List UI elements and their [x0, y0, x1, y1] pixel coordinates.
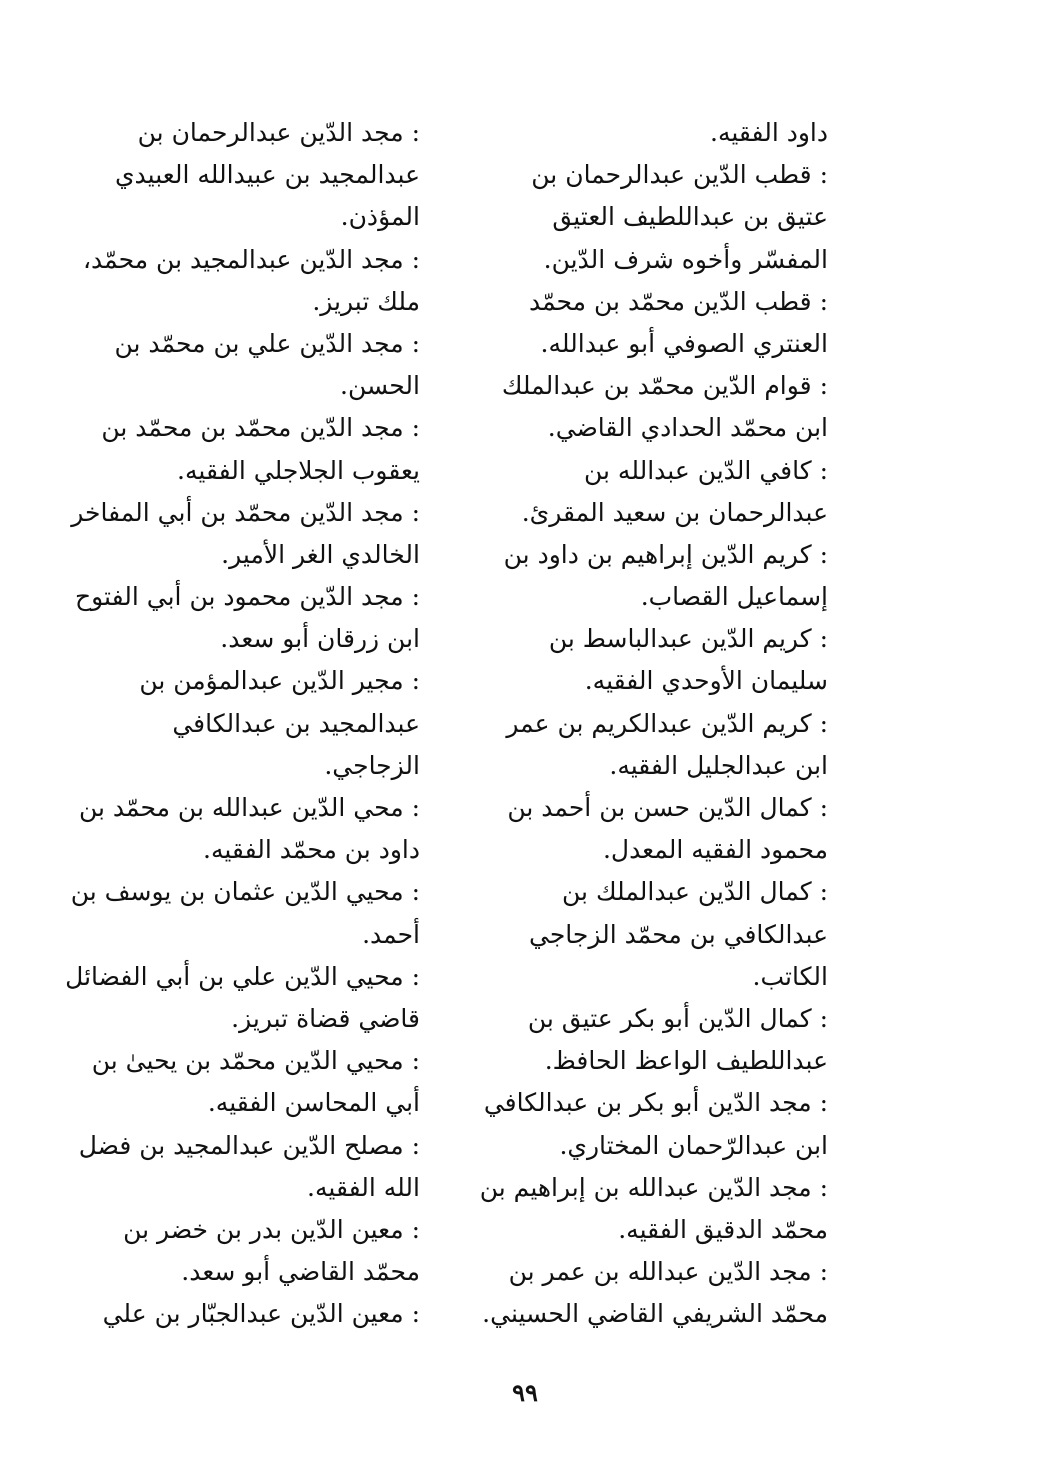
text-line: : كريم الدّين إبراهيم بن داود بن	[503, 539, 828, 569]
text-line: عبدالكافي بن محمّد الزجاجي	[528, 919, 828, 949]
text-line: : كمال الدّين عبدالملك بن	[562, 877, 828, 907]
text-line: عبدالرحمان بن سعيد المقرئ.	[521, 497, 828, 527]
text-line: عبدالمجيد بن عبدالكافي	[172, 708, 420, 738]
text-line: داود الفقيه.	[710, 118, 828, 147]
text-line: محمّد الشريفي القاضي الحسيني.	[482, 1299, 828, 1329]
text-line: : كافي الدّين عبدالله بن	[583, 455, 828, 485]
text-line: : محيي الدّين محمّد بن يحيىٰ بن	[91, 1046, 420, 1076]
text-line: الزجاجي.	[324, 750, 420, 780]
text-line: : مجد الدّين علي بن محمّد بن	[114, 328, 420, 358]
text-line: الله الفقيه.	[307, 1172, 420, 1202]
text-line: : مجد الدّين محمود بن أبي الفتوح	[75, 582, 420, 612]
text-line: : معين الدّين بدر بن خضر بن	[123, 1214, 420, 1244]
text-line: : مجد الدّين عبدالمجيد بن محمّد،	[82, 244, 420, 274]
text-line: عبداللطيف الواعظ الحافظ.	[544, 1046, 828, 1076]
text-line: ابن عبدالجليل الفقيه.	[609, 750, 828, 780]
text-line: : كمال الدّين حسن بن أحمد بن	[507, 793, 828, 822]
right-text-column	[479, 112, 828, 1335]
text-line: سليمان الأوحدي الفقيه.	[584, 666, 828, 696]
text-line: الكاتب.	[752, 961, 828, 991]
text-line: : مصلح الدّين عبدالمجيد بن فضل	[78, 1130, 420, 1160]
text-line: : كريم الدّين عبدالباسط بن	[548, 624, 828, 654]
text-line: : مجد الدّين عبدالله بن عمر بن	[508, 1257, 828, 1287]
text-line: محمّد الدقيق الفقيه.	[618, 1214, 828, 1244]
text-line: ابن زرقان أبو سعد.	[220, 624, 420, 654]
text-line: محمّد القاضي أبو سعد.	[181, 1257, 420, 1287]
text-line: : مجد الدّين عبدالرحمان بن	[137, 118, 420, 147]
page-number: ٩٩	[512, 1378, 538, 1407]
text-line: : كريم الدّين عبدالكريم بن عمر	[506, 708, 828, 738]
text-line: ملك تبريز.	[312, 286, 420, 316]
text-line: : مجد الدّين محمّد بن محمّد بن	[101, 413, 420, 443]
text-line: ابن محمّد الحدادي القاضي.	[547, 413, 828, 443]
text-line: : مجد الدّين عبدالله بن إبراهيم بن	[479, 1172, 828, 1202]
text-line: : كمال الدّين أبو بكر عتيق بن	[527, 1003, 828, 1033]
text-line: إسماعيل القصاب.	[640, 582, 828, 612]
text-line: العنتري الصوفي أبو عبدالله.	[540, 328, 828, 358]
text-line: : مجد الدّين محمّد بن أبي المفاخر	[71, 497, 420, 527]
text-line: أبي المحاسن الفقيه.	[207, 1088, 420, 1118]
text-line: عبدالمجيد بن عبيدالله العبيدي	[114, 160, 420, 190]
text-line: عتيق بن عبداللطيف العتيق	[552, 202, 828, 232]
text-line: المفسّر وأخوه شرف الدّين.	[543, 244, 828, 274]
text-line: الحسن.	[340, 371, 420, 401]
text-line: أحمد.	[362, 919, 420, 949]
text-line: : مجد الدّين أبو بكر بن عبدالكافي	[483, 1088, 828, 1118]
text-line: : محيي الدّين عثمان بن يوسف بن	[70, 877, 420, 907]
text-line: المؤذن.	[340, 202, 420, 232]
text-line: : محي الدّين عبدالله بن محمّد بن	[78, 793, 420, 822]
text-line: : معين الدّين عبدالجبّار بن علي	[102, 1299, 420, 1329]
left-text-column	[65, 112, 420, 1335]
text-line: محمود الفقيه المعدل.	[602, 835, 828, 865]
text-line: : قطب الدّين محمّد بن محمّد	[528, 286, 828, 316]
text-line: : محيي الدّين علي بن أبي الفضائل	[65, 961, 420, 991]
text-line: الخالدي الغر الأمير.	[221, 539, 420, 569]
text-line: : قطب الدّين عبدالرحمان بن	[531, 160, 828, 190]
text-line: ابن عبدالرّحمان المختاري.	[559, 1130, 828, 1160]
text-line: : مجير الدّين عبدالمؤمن بن	[139, 666, 420, 696]
text-line: : قوام الدّين محمّد بن عبدالملك	[501, 371, 828, 401]
text-line: قاضي قضاة تبريز.	[231, 1003, 420, 1033]
text-line: داود بن محمّد الفقيه.	[203, 835, 420, 865]
text-line: يعقوب الجلاجلي الفقيه.	[177, 455, 420, 485]
